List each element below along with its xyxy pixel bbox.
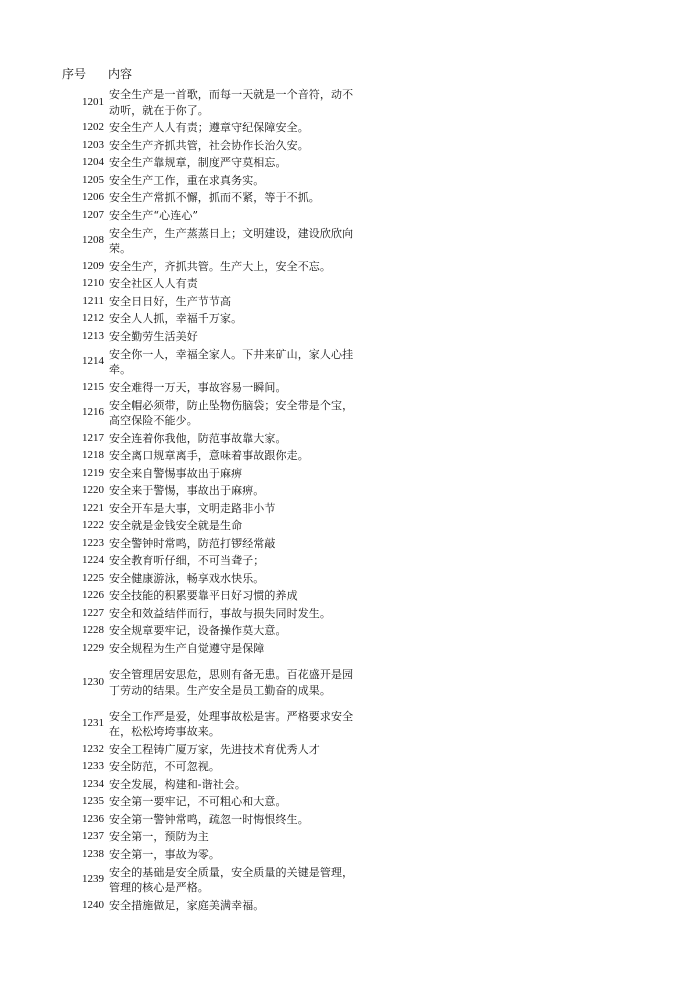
- header-serial-number: 序号: [62, 67, 87, 81]
- row-text: 安全健康游泳，畅享戏水快乐。: [109, 571, 265, 585]
- table-row: [60, 776, 360, 794]
- table-row: [60, 811, 360, 829]
- table-row: [60, 708, 360, 742]
- table-row: [60, 588, 360, 606]
- row-number: 1225: [82, 571, 104, 584]
- table-row: [60, 311, 360, 329]
- row-number: 1202: [82, 121, 104, 134]
- row-number: 1216: [82, 406, 104, 419]
- row-number: 1204: [82, 156, 104, 169]
- row-text: 安全来于警惕，事故出于麻痹。: [109, 484, 265, 498]
- table-row: [60, 397, 360, 431]
- row-number: 1227: [82, 606, 104, 619]
- row-text: 安全措施做足，家庭美满幸福。: [109, 898, 265, 912]
- table-row: [60, 465, 360, 483]
- row-text: 安全生产，生产蒸蒸日上；文明建设，建设欣欣向荣。: [109, 226, 354, 256]
- row-text: 安全技能的积累要靠平日好习惯的养成: [109, 589, 298, 603]
- row-text: 安全生产是一首歌，而每一天就是一个音符，动不动听，就在于你了。: [109, 88, 354, 117]
- row-text: 安全生产工作，重在求真务实。: [109, 173, 265, 187]
- row-number: 1209: [82, 259, 104, 272]
- row-text: 安全连着你我他，防范事故靠大家。: [109, 431, 287, 445]
- row-text: 安全第一要牢记，不可粗心和大意。: [109, 795, 287, 809]
- row-text: 安全生产靠规章，制度严守莫相忘。: [109, 156, 287, 170]
- row-text: 安全第一，事故为零。: [109, 847, 220, 861]
- row-text: 安全第一警钟常鸣，疏忽一时悔恨终生。: [109, 812, 309, 826]
- row-number: 1234: [82, 777, 104, 790]
- row-number: 1207: [82, 208, 104, 221]
- table-row: [60, 207, 360, 225]
- row-number: 1203: [82, 138, 104, 151]
- row-text: 安全开车是大事，文明走路非小节: [109, 501, 276, 515]
- table-row: [60, 328, 360, 346]
- row-number: 1238: [82, 847, 104, 860]
- row-text: 安全人人抓，幸福千万家。: [109, 312, 243, 326]
- row-text: 安全发展，构建和-谐社会。: [109, 777, 247, 791]
- row-text: 安全生产“心连心”: [109, 208, 199, 222]
- row-text: 安全防范，不可忽视。: [109, 760, 220, 774]
- row-text: 安全难得一万天，事故容易一瞬间。: [109, 380, 287, 394]
- table-row: [60, 276, 360, 294]
- row-number: 1231: [82, 717, 104, 730]
- table-row: [60, 741, 360, 759]
- table-row: [60, 430, 360, 448]
- row-text: 安全就是金钱安全就是生命: [109, 519, 243, 533]
- row-text: 安全生产常抓不懈，抓而不紧，等于不抓。: [109, 191, 320, 205]
- row-number: 1212: [82, 312, 104, 325]
- table-row: [60, 640, 360, 658]
- row-number: 1217: [82, 431, 104, 444]
- row-text: 安全管理居安思危，思则有备无患。百花盛开是园丁劳动的结果。生产安全是员工勤奋的成果。: [109, 667, 354, 697]
- row-number: 1230: [82, 675, 104, 688]
- table-row: [60, 623, 360, 641]
- row-number: 1206: [82, 191, 104, 204]
- row-text: 安全勤劳生活美好: [109, 329, 198, 343]
- row-text: 安全教育听仔细，不可当聋子；: [109, 554, 265, 568]
- table-row: [60, 897, 360, 915]
- table-row: [60, 759, 360, 777]
- row-text: 安全规章要牢记，设备操作莫大意。: [109, 624, 287, 638]
- table-row: [60, 658, 360, 708]
- row-text: 安全生产，齐抓共管。生产大上，安全不忘。: [109, 259, 331, 273]
- header-content: 内容: [108, 67, 133, 81]
- table-row: [60, 225, 360, 259]
- table-row: [60, 846, 360, 864]
- table-row: [60, 483, 360, 501]
- row-number: 1210: [82, 277, 104, 290]
- table-row: [60, 137, 360, 155]
- row-number: 1208: [82, 234, 104, 247]
- row-number: 1240: [82, 898, 104, 911]
- row-text: 安全规程为生产自觉遵守是保障: [109, 641, 265, 655]
- table-row: [60, 379, 360, 397]
- row-text: 安全和效益结伴而行，事故与损失同时发生。: [109, 606, 331, 620]
- row-text: 安全来自警惕事故出于麻痹: [109, 466, 243, 480]
- row-text: 安全生产人人有责；遵章守纪保障安全。: [109, 121, 309, 135]
- row-text: 安全工作严是爱，处理事故松是害。严格要求安全在，松松垮垮事故来。: [109, 709, 354, 739]
- table-row: [60, 258, 360, 276]
- row-number: 1235: [82, 795, 104, 808]
- row-text: 安全离口规章离手，意味着事故跟你走。: [109, 449, 309, 463]
- row-number: 1215: [82, 380, 104, 393]
- table-row: [60, 346, 360, 380]
- row-text: 安全工程铸广厦万家，先进技术育优秀人才: [109, 742, 320, 756]
- row-number: 1223: [82, 536, 104, 549]
- table-row: [60, 605, 360, 623]
- row-number: 1220: [82, 484, 104, 497]
- row-number: 1226: [82, 589, 104, 602]
- row-text: 安全生产齐抓共管，社会协作长治久安。: [109, 138, 309, 152]
- row-number: 1219: [82, 466, 104, 479]
- row-number: 1211: [82, 294, 104, 307]
- table-row: [60, 794, 360, 812]
- row-number: 1232: [82, 742, 104, 755]
- table-row: [60, 500, 360, 518]
- row-text: 安全第一，预防为主: [109, 830, 209, 844]
- row-number: 1213: [82, 329, 104, 342]
- row-number: 1224: [82, 554, 104, 567]
- row-text: 安全日日好，生产节节高: [109, 294, 232, 308]
- row-number: 1229: [82, 641, 104, 654]
- row-number: 1233: [82, 760, 104, 773]
- table-row: [60, 864, 360, 898]
- row-number: 1214: [82, 355, 104, 368]
- table-row: [60, 448, 360, 466]
- row-number: 1222: [82, 519, 104, 532]
- row-text: 安全社区人人有责: [109, 277, 198, 291]
- row-number: 1228: [82, 624, 104, 637]
- row-number: 1236: [82, 812, 104, 825]
- row-text: 安全你一人，幸福全家人。下井来矿山，家人心挂牵。: [109, 347, 354, 377]
- row-number: 1237: [82, 830, 104, 843]
- row-number: 1205: [82, 173, 104, 186]
- row-text: 安全帽必须带，防止坠物伤脑袋；安全带是个宝，高空保险不能少。: [109, 398, 354, 428]
- row-text: 安全警钟时常鸣，防范打锣经常敲: [109, 536, 276, 550]
- row-number: 1221: [82, 501, 104, 514]
- table-row: [60, 829, 360, 847]
- table-row: [60, 570, 360, 588]
- row-number: 1239: [82, 873, 104, 886]
- table-row: [60, 293, 360, 311]
- row-number: 1201: [82, 95, 104, 108]
- row-number: 1218: [82, 449, 104, 462]
- slogan-table: [60, 86, 360, 915]
- table-row: [60, 518, 360, 536]
- table-row: [60, 155, 360, 173]
- table-row: [60, 190, 360, 208]
- table-row: [60, 553, 360, 571]
- table-row: [60, 86, 360, 120]
- row-text: 安全的基础是安全质量，安全质量的关键是管理，管理的核心是严格。: [109, 865, 354, 895]
- table-header: [62, 66, 132, 82]
- table-row: [60, 535, 360, 553]
- table-row: [60, 172, 360, 190]
- table-row: [60, 120, 360, 138]
